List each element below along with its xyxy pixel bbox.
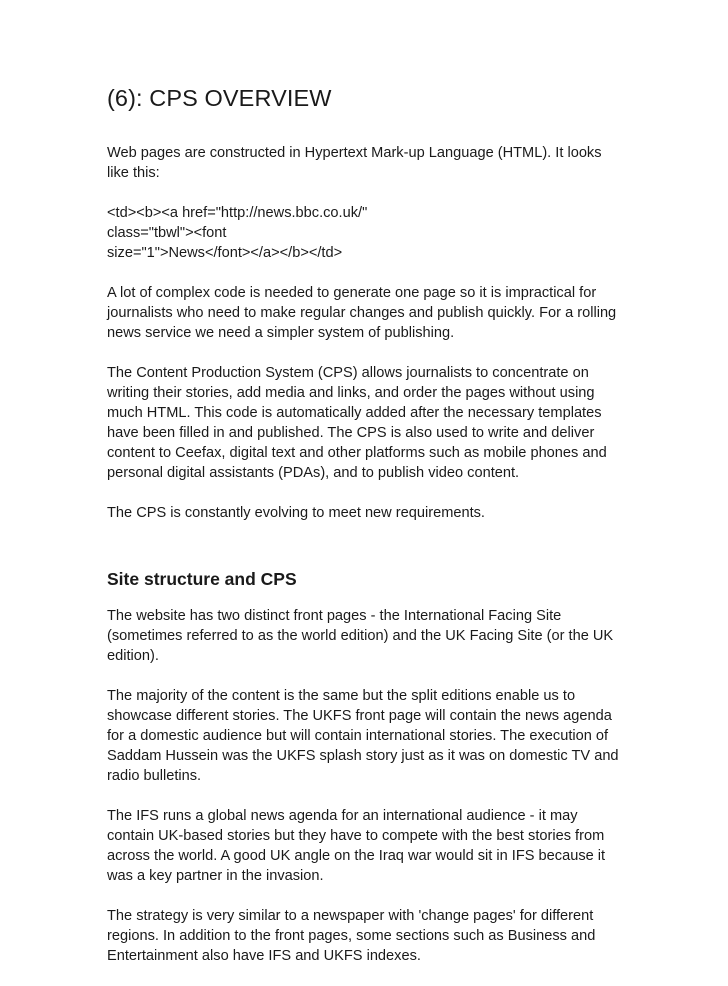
document-page	[107, 84, 627, 986]
front-pages-paragraph: The website has two distinct front pages - the International Facing Site (sometimes referred to as the world edition) and the UK Facing Site (or the UK edition).	[107, 608, 614, 664]
cps-evolving-paragraph: The CPS is constantly evolving to meet new requirements.	[107, 505, 485, 521]
ifs-paragraph: The IFS runs a global news agenda for an international audience - it may contain UK-based stories but they have to compete with the best stories from across the world. A good UK angle on the Iraq war would sit in IFS because it was a key partner in the invasion.	[107, 808, 606, 884]
strategy-paragraph: The strategy is very similar to a newspaper with 'change pages' for different regions. In addition to the front pages, some sections such as Business and Entertainment also have IFS and UKFS indexes.	[107, 908, 596, 964]
cps-description-paragraph: The Content Production System (CPS) allows journalists to concentrate on writing their stories, add media and links, and order the pages without using much HTML. This code is automatically added after the necessary templates have been filled in and published. The CPS is also used to write and deliver content to Ceefax, digital text and other platforms such as mobile phones and personal digital assistants (PDAs), and to publish video content.	[107, 365, 607, 481]
majority-content-paragraph: The majority of the content is the same but the split editions enable us to showcase different stories. The UKFS front page will contain the news agenda for a domestic audience but will contain international stories. The execution of Saddam Hussein was the UKFS splash story just as it was on domestic TV and radio bulletins.	[107, 688, 619, 784]
complex-code-paragraph: A lot of complex code is needed to generate one page so it is impractical for journalists who need to make regular changes and publish quickly. For a rolling news service we need a simpler system of publishing.	[107, 285, 617, 341]
html-code-sample	[107, 203, 627, 263]
code-line: class="tbwl"><font	[107, 225, 227, 241]
code-line: <td><b><a href="http://news.bbc.co.uk/"	[107, 205, 368, 221]
section-heading: Site structure and CPS	[107, 569, 297, 589]
intro-paragraph: Web pages are constructed in Hypertext Mark-up Language (HTML). It looks like this:	[107, 145, 602, 181]
code-line: size="1">News</font></a></b></td>	[107, 245, 343, 261]
page-title: (6): CPS OVERVIEW	[107, 85, 332, 111]
